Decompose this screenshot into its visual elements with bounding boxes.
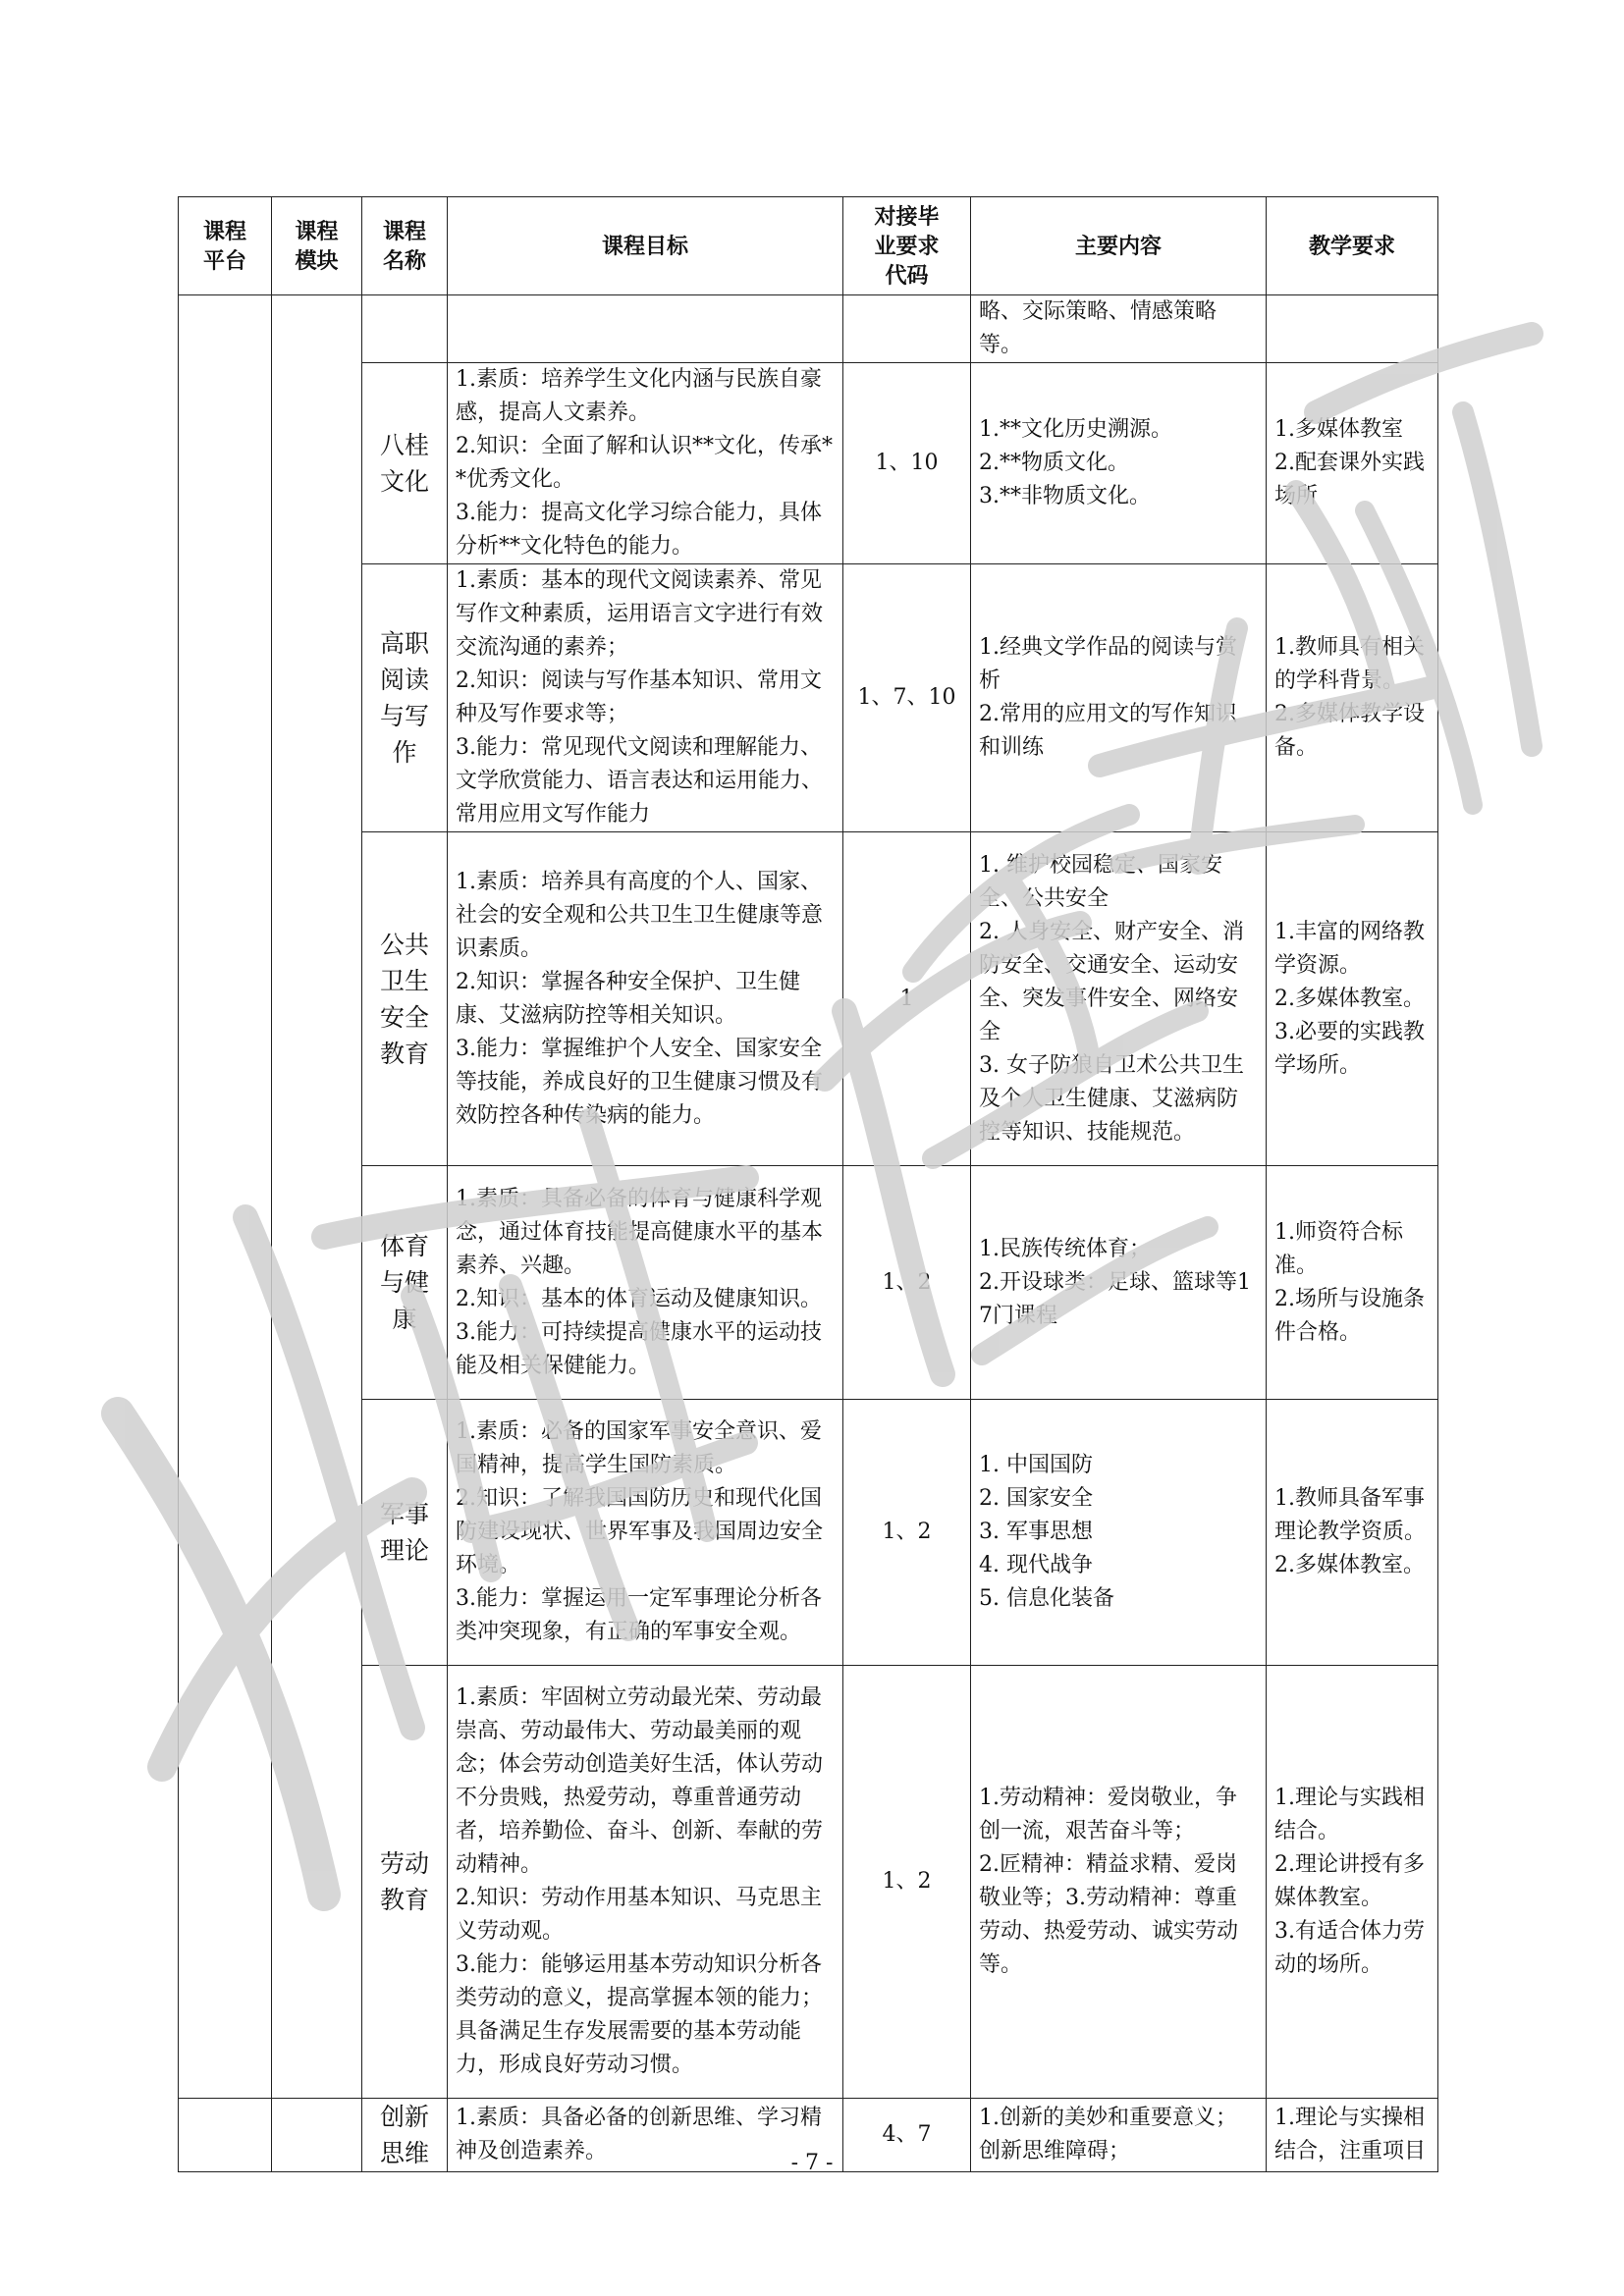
table-row xyxy=(179,295,1438,363)
course-goal: 1.素质：基本的现代文阅读素养、常见写作文种素质，运用语言文字进行有效交流沟通的素养； 2.知识：阅读与写作基本知识、常用文种及写作要求等； 3.能力：常见现代文阅读和理解能力、文学欣赏能力、语言表达和运用能力、常用应用文写作能力 xyxy=(448,564,843,832)
header-main-content: 主要内容 xyxy=(971,197,1267,295)
course-name: 八桂 文化 xyxy=(362,363,448,564)
main-content: 1.民族传统体育； 2.开设球类：足球、篮球等17门课程 xyxy=(971,1166,1267,1400)
platform-cell xyxy=(179,295,272,2099)
course-goal: 1.素质：具备必备的创新思维、学习精神及创造素养。 xyxy=(448,2099,843,2172)
teaching-requirement: 1.教师具有相关的学科背景。 2.多媒体教学设备。 xyxy=(1267,564,1438,832)
teaching-requirement: 1.丰富的网络教学资源。 2.多媒体教室。 3.必要的实践教学场所。 xyxy=(1267,832,1438,1166)
course-goal: 1.素质：具备必备的体育与健康科学观念，通过体育技能提高健康水平的基本素养、兴趣。 2.知识：基本的体育运动及健康知识。 3.能力：可持续提高健康水平的运动技能及相关保健能力。 xyxy=(448,1166,843,1400)
main-content: 1. 中国国防 2. 国家安全 3. 军事思想 4. 现代战争 5. 信息化装备 xyxy=(971,1400,1267,1666)
main-content: 1.**文化历史溯源。 2.**物质文化。 3.**非物质文化。 xyxy=(971,363,1267,564)
teaching-requirement: 1.师资符合标准。 2.场所与设施条件合格。 xyxy=(1267,1166,1438,1400)
module-cell xyxy=(272,295,362,2099)
table-row xyxy=(179,1666,1438,2099)
requirement-code: 1、7、10 xyxy=(843,564,971,832)
teaching-requirement: 1.理论与实操相结合，注重项目 xyxy=(1267,2099,1438,2172)
table-row xyxy=(179,564,1438,832)
header-requirement-code: 对接毕 业要求 代码 xyxy=(843,197,971,295)
teaching-requirement: 1.理论与实践相结合。 2.理论讲授有多媒体教室。 3.有适合体力劳动的场所。 xyxy=(1267,1666,1438,2099)
curriculum-table xyxy=(178,196,1438,2172)
header-course-name: 课程 名称 xyxy=(362,197,448,295)
header-teaching-requirement: 教学要求 xyxy=(1267,197,1438,295)
course-goal: 1.素质：培养学生文化内涵与民族自豪感，提高人文素养。 2.知识：全面了解和认识**文化，传承**优秀文化。 3.能力：提高文化学习综合能力，具体分析**文化特色的能力。 xyxy=(448,363,843,564)
requirement-code: 1、2 xyxy=(843,1166,971,1400)
table-row xyxy=(179,1166,1438,1400)
course-name xyxy=(362,295,448,363)
course-name: 公共 卫生 安全 教育 xyxy=(362,832,448,1166)
course-name: 劳动 教育 xyxy=(362,1666,448,2099)
teaching-requirement xyxy=(1267,295,1438,363)
course-goal xyxy=(448,295,843,363)
table-header-row xyxy=(179,197,1438,295)
course-goal: 1.素质：牢固树立劳动最光荣、劳动最崇高、劳动最伟大、劳动最美丽的观念；体会劳动创造美好生活，体认劳动不分贵贱，热爱劳动，尊重普通劳动者，培养勤俭、奋斗、创新、奉献的劳动精神。 2.知识：劳动作用基本知识、马克思主义劳动观。 3.能力：能够运用基本劳动知识分析各类劳动的意义，提高掌握本领的能力；具备满足生存发展需要的基本劳动能力，形成良好劳动习惯。 xyxy=(448,1666,843,2099)
teaching-requirement: 1.多媒体教室 2.配套课外实践场所 xyxy=(1267,363,1438,564)
requirement-code: 1、10 xyxy=(843,363,971,564)
course-goal: 1.素质：培养具有高度的个人、国家、社会的安全观和公共卫生卫生健康等意识素质。 2.知识：掌握各种安全保护、卫生健康、艾滋病防控等相关知识。 3.能力：掌握维护个人安全、国家安全等技能，养成良好的卫生健康习惯及有效防控各种传染病的能力。 xyxy=(448,832,843,1166)
main-content: 略、交际策略、情感策略 等。 xyxy=(971,295,1267,363)
header-course-goal: 课程目标 xyxy=(448,197,843,295)
table-row xyxy=(179,832,1438,1166)
course-name: 体育 与健 康 xyxy=(362,1166,448,1400)
main-content: 1.创新的美妙和重要意义；创新思维障碍； xyxy=(971,2099,1267,2172)
requirement-code: 1、2 xyxy=(843,1666,971,2099)
course-name: 高职 阅读 与写 作 xyxy=(362,564,448,832)
course-goal: 1.素质：必备的国家军事安全意识、爱国精神，提高学生国防素质。 2.知识：了解我国国防历史和现代化国防建设现状、世界军事及我国周边安全环境。 3.能力：掌握运用一定军事理论分析各类冲突现象，有正确的军事安全观。 xyxy=(448,1400,843,1666)
header-module: 课程 模块 xyxy=(272,197,362,295)
requirement-code: 1、2 xyxy=(843,1400,971,1666)
requirement-code xyxy=(843,295,971,363)
main-content: 1.劳动精神：爱岗敬业，争创一流，艰苦奋斗等； 2.匠精神：精益求精、爱岗敬业等；3.劳动精神：尊重劳动、热爱劳动、诚实劳动等。 xyxy=(971,1666,1267,2099)
requirement-code: 1 xyxy=(843,832,971,1166)
header-platform: 课程 平台 xyxy=(179,197,272,295)
page-number: - 7 - xyxy=(790,2151,834,2175)
course-name: 创新 思维 xyxy=(362,2099,448,2172)
teaching-requirement: 1.教师具备军事理论教学资质。 2.多媒体教室。 xyxy=(1267,1400,1438,1666)
main-content: 1. 维护校园稳定、国家安全、公共安全 2. 人身安全、财产安全、消防安全、交通安全、运动安全、突发事件安全、网络安全 3. 女子防狼自卫术公共卫生及个人卫生健康、艾滋病防控等知识、技能规范。 xyxy=(971,832,1267,1166)
table-row xyxy=(179,1400,1438,1666)
table-row xyxy=(179,363,1438,564)
course-name: 军事 理论 xyxy=(362,1400,448,1666)
main-content: 1.经典文学作品的阅读与赏析 2.常用的应用文的写作知识和训练 xyxy=(971,564,1267,832)
requirement-code: 4、7 xyxy=(843,2099,971,2172)
